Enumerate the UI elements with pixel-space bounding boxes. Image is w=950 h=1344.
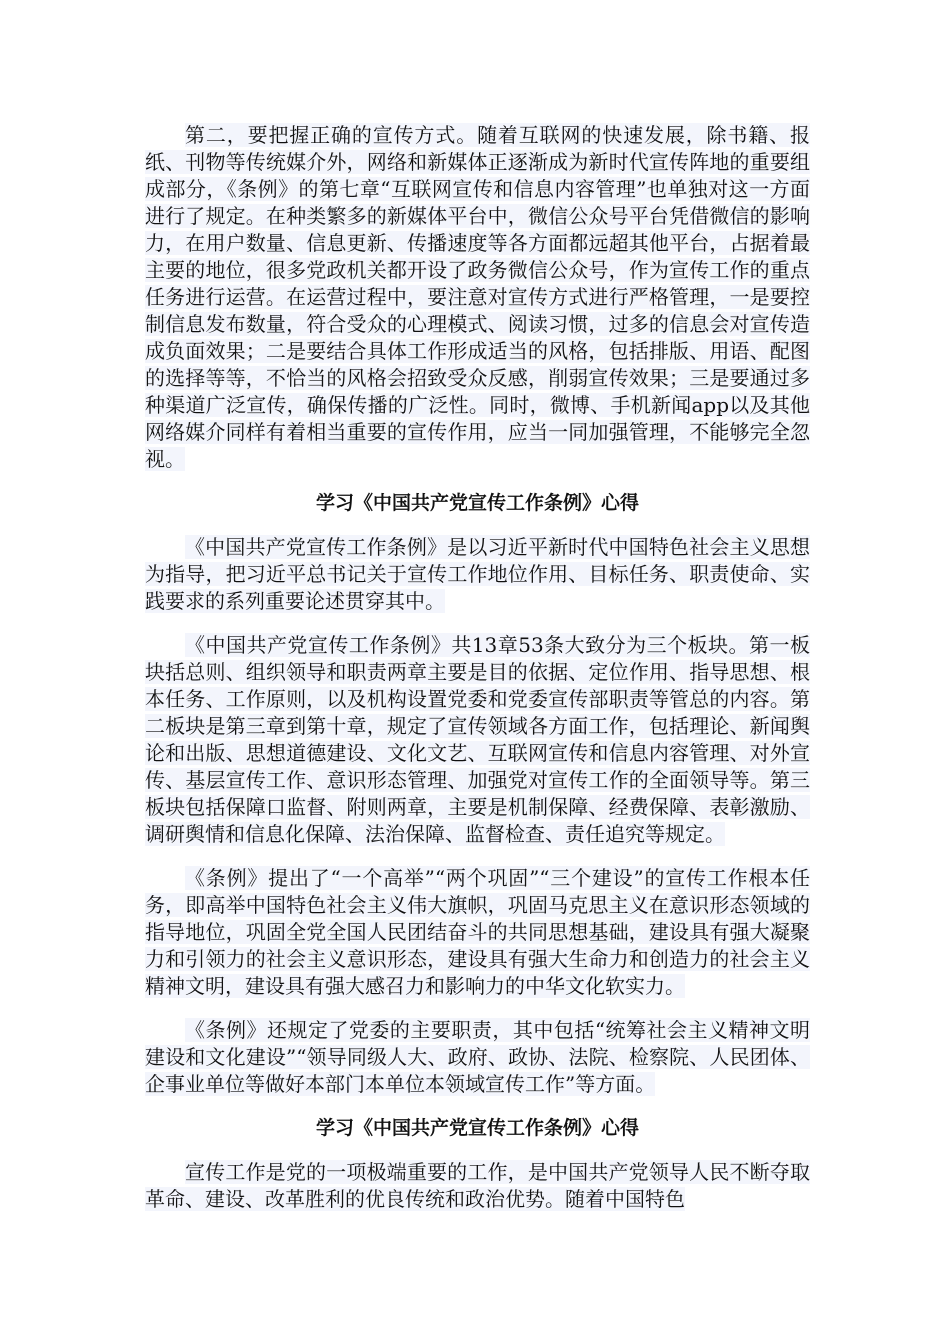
document-page — [145, 122, 810, 1230]
paragraph-importance — [145, 1159, 810, 1213]
paragraph-text: 《中国共产党宣传工作条例》共13章53条大致分为三个板块。第一板块括总则、组织领导和职责两章主要是目的依据、定位作用、指导思想、根本任务、工作原则，以及机构设置党委和党委宣传部职责等管总的内容。第二板块是第三章到第十章，规定了宣传领域各方面工作，包括理论、新闻舆论和出版、思想道德建设、文化文艺、互联网宣传和信息内容管理、对外宣传、基层宣传工作、意识形态管理、加强党对宣传工作的全面领导等。第三板块包括保障口监督、附则两章，主要是机制保障、经费保障、表彰激励、调研舆情和信息化保障、法治保障、监督检查、责任追究等规定。 — [145, 633, 810, 846]
paragraph-guiding-thought — [145, 534, 810, 615]
paragraph-text: 宣传工作是党的一项极端重要的工作，是中国共产党领导人民不断夺取革命、建设、改革胜利的优良传统和政治优势。随着中国特色 — [145, 1160, 810, 1211]
paragraph-text: 《条例》提出了“一个高举”“两个巩固”“三个建设”的宣传工作根本任务，即高举中国特色社会主义伟大旗帜，巩固马克思主义在意识形态领域的指导地位，巩固全党全国人民团结奋斗的共同思想基础，建设具有强大凝聚力和引领力的社会主义意识形态，建设具有强大生命力和创造力的社会主义精神文明，建设具有强大感召力和影响力的中华文化软实力。 — [145, 866, 810, 998]
paragraph-fundamental-tasks — [145, 865, 810, 1000]
paragraph-text: 第二，要把握正确的宣传方式。随着互联网的快速发展，除书籍、报纸、刊物等传统媒介外，网络和新媒体正逐渐成为新时代宣传阵地的重要组成部分，《条例》的第七章“互联网宣传和信息内容管理”也单独对这一方面进行了规定。在种类繁多的新媒体平台中，微信公众号平台凭借微信的影响力，在用户数量、信息更新、传播速度等各方面都远超其他平台，占据着最主要的地位，很多党政机关都开设了政务微信公众号，作为宣传工作的重点任务进行运营。在运营过程中，要注意对宣传方式进行严格管理，一是要控制信息发布数量，符合受众的心理模式、阅读习惯，过多的信息会对宣传造成负面效果；二是要结合具体工作形成适当的风格，包括排版、用语、配图的选择等等，不恰当的风格会招致受众反感，削弱宣传效果；三是要通过多种渠道广泛宣传，确保传播的广泛性。同时，微博、手机新闻app以及其他网络媒介同样有着相当重要的宣传作用，应当一同加强管理，不能够完全忽视。 — [145, 123, 810, 471]
paragraph-structure — [145, 632, 810, 848]
paragraph-propaganda-methods — [145, 122, 810, 473]
paragraph-text: 《中国共产党宣传工作条例》是以习近平新时代中国特色社会主义思想为指导，把习近平总书记关于宣传工作地位作用、目标任务、职责使命、实践要求的系列重要论述贯穿其中。 — [145, 535, 810, 613]
section-heading: 学习《中国共产党宣传工作条例》心得 — [315, 492, 639, 514]
section-heading: 学习《中国共产党宣传工作条例》心得 — [315, 1117, 639, 1139]
paragraph-party-duties — [145, 1017, 810, 1098]
paragraph-text: 《条例》还规定了党委的主要职责，其中包括“统筹社会主义精神文明建设和文化建设”“领导同级人大、政府、政协、法院、检察院、人民团体、企事业单位等做好本部门本单位本领域宣传工作”等方面。 — [145, 1018, 810, 1096]
